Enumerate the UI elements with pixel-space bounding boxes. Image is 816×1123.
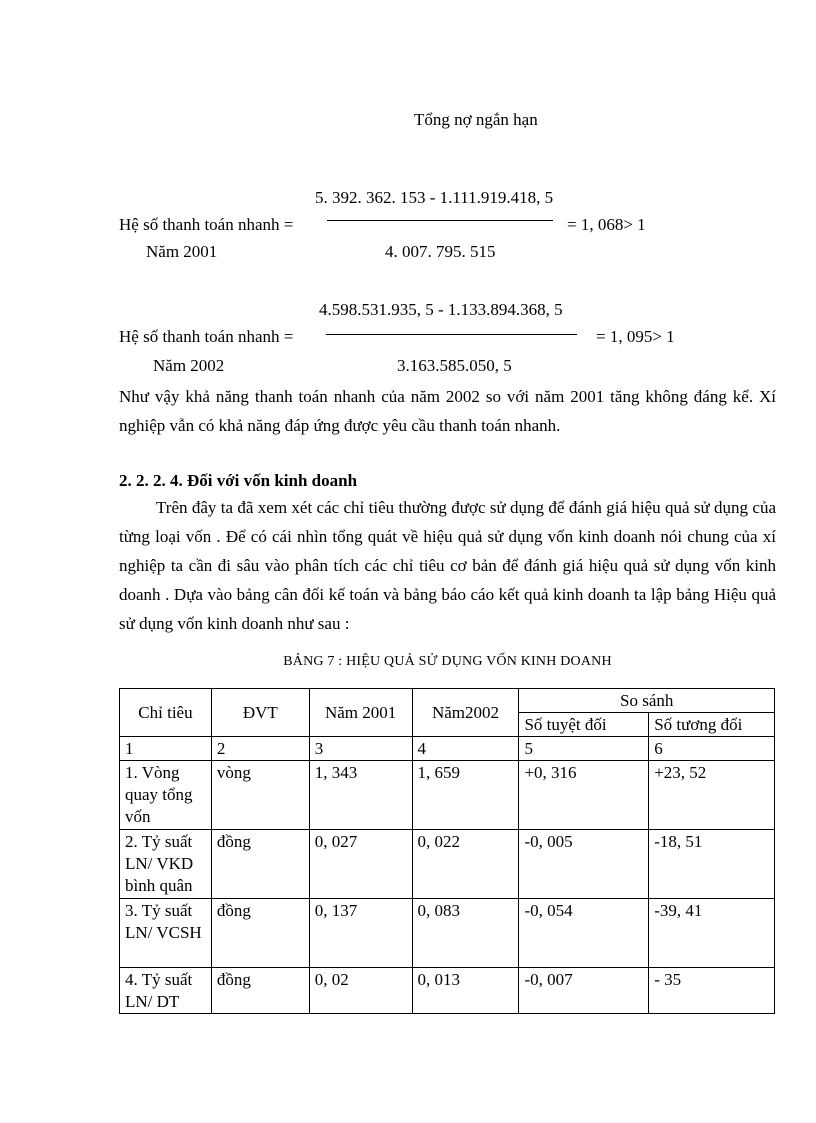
formula-year: Năm 2002 — [153, 356, 225, 375]
formula-denominator-text: Tổng nợ ngắn hạn — [414, 110, 538, 129]
header-comparison: So sánh — [519, 689, 775, 713]
cell-indicator: 1. Vòng quay tổng vốn — [120, 761, 212, 830]
table-header-row — [120, 689, 775, 713]
header-year-2001: Năm 2001 — [309, 689, 412, 737]
cell-2001: 0, 02 — [309, 968, 412, 1014]
cell-2002: 0, 022 — [412, 830, 519, 899]
header-year-2002: Năm2002 — [412, 689, 519, 737]
cell-2002: 0, 013 — [412, 968, 519, 1014]
cell-unit: đồng — [211, 899, 309, 968]
cell-2002: 0, 083 — [412, 899, 519, 968]
denominator: 3.163.585.050, 5 — [397, 356, 512, 375]
table-row — [120, 968, 775, 1014]
conclusion-paragraph: Như vậy khả năng thanh toán nhanh của năm 2002 so với năm 2001 tăng không đáng kể. Xí nghiệp vẫn có khả năng đáp ứng được yêu cầu thanh toán nhanh. — [119, 387, 776, 435]
numerator: 5. 392. 362. 153 - 1.111.919.418, 5 — [315, 188, 554, 207]
column-number-row — [120, 737, 775, 761]
column-number: 1 — [120, 737, 212, 761]
formula-result: = 1, 068> 1 — [567, 215, 646, 234]
cell-absolute: +0, 316 — [519, 761, 649, 830]
cell-unit: đồng — [211, 968, 309, 1014]
header-absolute: Số tuyệt đối — [519, 713, 649, 737]
header-unit: ĐVT — [211, 689, 309, 737]
section-paragraph: Trên đây ta đã xem xét các chỉ tiêu thường được sử dụng để đánh giá hiệu quả sử dụng của từng loại vốn . Để có cái nhìn tổng quát về hiệu quả sử dụng vốn kinh doanh nói chung của xí nghiệp ta cần đi sâu vào phân tích các chỉ tiêu cơ bản để đánh giá hiệu quả sử dụng vốn kinh doanh . Dựa vào bảng cân đối kế toán và bảng báo cáo kết quả kinh doanh ta lập bảng Hiệu quả sử dụng vốn kinh doanh như sau : — [119, 498, 776, 633]
section-heading: 2. 2. 2. 4. Đối với vốn kinh doanh — [119, 471, 358, 490]
header-indicator: Chỉ tiêu — [120, 689, 212, 737]
cell-2001: 0, 137 — [309, 899, 412, 968]
cell-absolute: -0, 054 — [519, 899, 649, 968]
column-number: 2 — [211, 737, 309, 761]
table-row — [120, 899, 775, 968]
cell-absolute: -0, 007 — [519, 968, 649, 1014]
cell-2001: 0, 027 — [309, 830, 412, 899]
cell-unit: vòng — [211, 761, 309, 830]
table-row — [120, 830, 775, 899]
cell-relative: +23, 52 — [649, 761, 775, 830]
formula-label: Hệ số thanh toán nhanh = — [119, 215, 294, 234]
cell-absolute: -0, 005 — [519, 830, 649, 899]
capital-efficiency-table — [119, 688, 775, 1014]
denominator: 4. 007. 795. 515 — [385, 242, 496, 261]
cell-indicator: 3. Tỷ suất LN/ VCSH — [120, 899, 212, 968]
numerator: 4.598.531.935, 5 - 1.133.894.368, 5 — [319, 300, 563, 319]
cell-relative: - 35 — [649, 968, 775, 1014]
table-title: BẢNG 7 : HIỆU QUẢ SỬ DỤNG VỐN KINH DOANH — [283, 654, 612, 669]
header-relative: Số tương đối — [649, 713, 775, 737]
column-number: 3 — [309, 737, 412, 761]
column-number: 5 — [519, 737, 649, 761]
cell-relative: -39, 41 — [649, 899, 775, 968]
formula-label: Hệ số thanh toán nhanh = — [119, 327, 294, 346]
fraction-line — [327, 220, 553, 221]
cell-indicator: 4. Tỷ suất LN/ DT — [120, 968, 212, 1014]
fraction-line — [326, 334, 577, 335]
column-number: 6 — [649, 737, 775, 761]
table-row — [120, 761, 775, 830]
formula-result: = 1, 095> 1 — [596, 327, 675, 346]
cell-2002: 1, 659 — [412, 761, 519, 830]
cell-indicator: 2. Tỷ suất LN/ VKD bình quân — [120, 830, 212, 899]
formula-year: Năm 2001 — [146, 242, 218, 261]
cell-2001: 1, 343 — [309, 761, 412, 830]
column-number: 4 — [412, 737, 519, 761]
cell-unit: đồng — [211, 830, 309, 899]
cell-relative: -18, 51 — [649, 830, 775, 899]
